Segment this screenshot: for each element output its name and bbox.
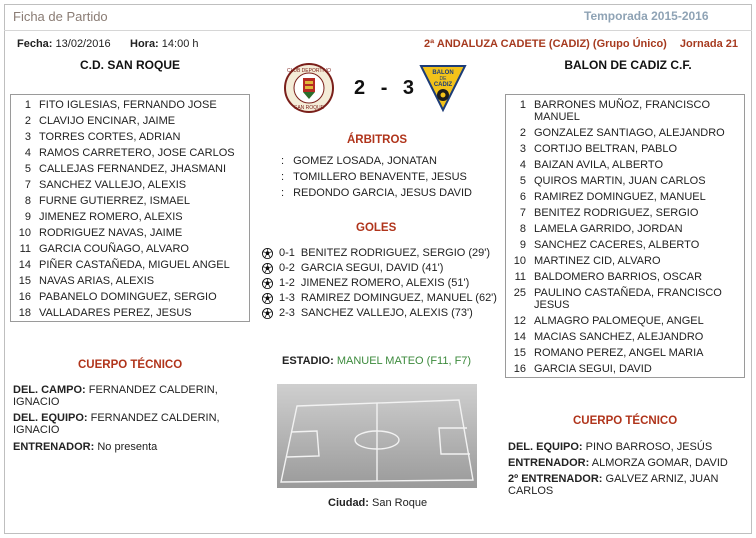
- player-number: 7: [24, 179, 31, 191]
- player-row[interactable]: [506, 315, 736, 327]
- player-name[interactable]: BARRONES MUÑOZ, FRANCISCO MANUEL: [534, 99, 711, 123]
- match-time: [130, 38, 199, 50]
- player-row[interactable]: [11, 99, 241, 111]
- player-row[interactable]: [506, 223, 736, 235]
- player-number: 18: [18, 307, 31, 319]
- goal-row: [262, 277, 469, 289]
- goal-scorer: GARCIA SEGUI, DAVID (41'): [300, 262, 444, 274]
- date-value: 13/02/2016: [55, 38, 111, 50]
- player-name[interactable]: RAMIREZ DOMINGUEZ, MANUEL: [534, 191, 706, 203]
- referee-prefix: :: [281, 187, 285, 199]
- player-row[interactable]: [11, 275, 241, 287]
- referee-name: REDONDO GARCIA, JESUS DAVID: [293, 187, 472, 199]
- time-label: Hora:: [130, 38, 159, 50]
- player-name[interactable]: PABANELO DOMINGUEZ, SERGIO: [39, 291, 217, 303]
- player-number: 11: [19, 243, 31, 255]
- player-row[interactable]: [506, 331, 736, 343]
- soccer-ball-icon: [262, 278, 273, 289]
- player-number: 10: [513, 255, 526, 267]
- soccer-ball-icon: [262, 248, 273, 259]
- player-number: 16: [513, 363, 526, 375]
- referee-row: [281, 155, 437, 167]
- player-number: 11: [514, 271, 526, 283]
- player-row[interactable]: [506, 347, 736, 359]
- player-row[interactable]: [11, 211, 241, 223]
- player-name[interactable]: RODRIGUEZ NAVAS, JAIME: [39, 227, 183, 239]
- venue-line: [282, 355, 471, 367]
- player-number: 2: [24, 115, 31, 127]
- home-lineup: [10, 94, 250, 322]
- player-name[interactable]: BAIZAN AVILA, ALBERTO: [534, 159, 664, 171]
- goal-scorer: SANCHEZ VALLEJO, ALEXIS (73'): [300, 307, 473, 319]
- date-label: Fecha:: [17, 38, 53, 50]
- player-name[interactable]: SANCHEZ CACERES, ALBERTO: [534, 239, 700, 251]
- player-name[interactable]: VALLADARES PEREZ, JESUS: [39, 307, 192, 319]
- player-row[interactable]: [506, 207, 736, 219]
- player-name[interactable]: CORTIJO BELTRAN, PABLO: [534, 143, 678, 155]
- player-row[interactable]: [506, 127, 736, 139]
- player-number: 1: [519, 99, 526, 111]
- round-label[interactable]: Jornada 21: [679, 38, 738, 50]
- player-row[interactable]: [11, 147, 241, 159]
- staff-row: [13, 412, 238, 436]
- player-number: 6: [519, 191, 526, 203]
- player-number: 7: [519, 207, 526, 219]
- player-number: 5: [24, 163, 31, 175]
- player-row[interactable]: [11, 195, 241, 207]
- player-number: 15: [18, 275, 31, 287]
- player-name[interactable]: MARTINEZ CID, ALVARO: [534, 255, 661, 267]
- player-row[interactable]: [11, 227, 241, 239]
- staff-row: [13, 441, 238, 453]
- score-separator: -: [380, 77, 389, 99]
- staff-name[interactable]: PINO BARROSO, JESÚS: [585, 441, 713, 453]
- player-name[interactable]: BENITEZ RODRIGUEZ, SERGIO: [534, 207, 699, 219]
- goal-row: [262, 307, 473, 319]
- player-number: 12: [513, 315, 526, 327]
- player-name[interactable]: BALDOMERO BARRIOS, OSCAR: [534, 271, 703, 283]
- away-staff-title: CUERPO TÉCNICO: [573, 415, 678, 427]
- staff-role: DEL. EQUIPO:: [13, 412, 88, 424]
- player-row[interactable]: [11, 115, 241, 127]
- staff-role: 2º ENTRENADOR:: [508, 473, 603, 485]
- city-line: [328, 497, 427, 509]
- player-number: 8: [24, 195, 31, 207]
- player-number: 3: [24, 131, 31, 143]
- player-row[interactable]: [11, 179, 241, 191]
- referee-prefix: :: [281, 155, 285, 167]
- referee-prefix: :: [281, 171, 285, 183]
- player-name[interactable]: QUIROS MARTIN, JUAN CARLOS: [534, 175, 706, 187]
- home-score: 2: [354, 77, 367, 99]
- player-number: 5: [519, 175, 526, 187]
- staff-role: DEL. EQUIPO:: [508, 441, 583, 453]
- player-name[interactable]: FURNE GUTIERREZ, ISMAEL: [39, 195, 190, 207]
- home-team-name[interactable]: C.D. SAN ROQUE: [79, 58, 180, 72]
- staff-name[interactable]: FERNANDEZ CALDERIN, IGNACIO: [13, 384, 218, 408]
- player-row[interactable]: [11, 307, 241, 319]
- goal-score: 0-1: [279, 247, 295, 259]
- player-row[interactable]: [506, 191, 736, 203]
- player-number: 9: [519, 239, 526, 251]
- player-number: 14: [513, 331, 526, 343]
- goal-score: 2-3: [279, 307, 295, 319]
- svg-text:BALON: BALON: [432, 70, 454, 76]
- player-name[interactable]: NAVAS ARIAS, ALEXIS: [39, 275, 155, 287]
- player-number: 10: [18, 227, 31, 239]
- svg-text:SAN ROQUE: SAN ROQUE: [293, 105, 325, 111]
- match-date: [17, 38, 111, 50]
- season-label: Temporada 2015-2016: [584, 9, 709, 23]
- staff-name[interactable]: FERNANDEZ CALDERIN, IGNACIO: [13, 412, 220, 436]
- away-score: 3: [402, 77, 416, 99]
- staff-name[interactable]: No presenta: [97, 441, 158, 453]
- player-row[interactable]: [11, 163, 241, 175]
- player-number: 25: [513, 287, 526, 299]
- soccer-ball-icon: [262, 263, 273, 274]
- away-crest-icon: [418, 63, 468, 113]
- player-row[interactable]: [506, 159, 736, 171]
- soccer-ball-icon: [262, 293, 273, 304]
- away-team-name[interactable]: BALON DE CADIZ C.F.: [564, 58, 692, 72]
- goal-scorer: BENITEZ RODRIGUEZ, SERGIO (29'): [300, 247, 491, 259]
- city-name: San Roque: [372, 497, 428, 509]
- match-score: [354, 77, 415, 100]
- svg-text:CLUB DEPORTIVO: CLUB DEPORTIVO: [286, 68, 332, 74]
- player-row[interactable]: [11, 243, 241, 255]
- player-name[interactable]: PIÑER CASTAÑEDA, MIGUEL ANGEL: [39, 259, 230, 271]
- player-name[interactable]: GARCIA COUÑAGO, ALVARO: [39, 243, 189, 255]
- goal-row: [262, 292, 497, 304]
- home-crest-icon: [284, 63, 334, 113]
- player-row[interactable]: [506, 99, 736, 123]
- page-title: Ficha de Partido: [13, 9, 108, 24]
- player-name[interactable]: RAMOS CARRETERO, JOSE CARLOS: [39, 147, 235, 159]
- staff-role: ENTRENADOR:: [508, 457, 590, 469]
- player-row[interactable]: [11, 131, 241, 143]
- player-name[interactable]: LAMELA GARRIDO, JORDAN: [534, 223, 683, 235]
- referees-title: ÁRBITROS: [347, 134, 408, 146]
- player-name[interactable]: GARCIA SEGUI, DAVID: [534, 363, 652, 375]
- player-number: 14: [18, 259, 31, 271]
- player-name[interactable]: FITO IGLESIAS, FERNANDO JOSE: [39, 99, 217, 111]
- football-pitch-image: [277, 384, 477, 488]
- player-number: 9: [24, 211, 31, 223]
- svg-text:CADIZ: CADIZ: [433, 82, 453, 88]
- player-name[interactable]: ROMANO PEREZ, ANGEL MARIA: [534, 347, 704, 359]
- referee-name: GOMEZ LOSADA, JONATAN: [293, 155, 437, 167]
- svg-text:DE: DE: [439, 76, 447, 82]
- player-row[interactable]: [506, 175, 736, 187]
- goal-row: [262, 262, 443, 274]
- competition-name[interactable]: 2ª ANDALUZA CADETE (CADIZ) (Grupo Único): [424, 38, 667, 50]
- competition-info: [424, 38, 738, 50]
- staff-role: ENTRENADOR:: [13, 441, 95, 453]
- player-row[interactable]: [506, 255, 736, 267]
- staff-name[interactable]: ALMORZA GOMAR, DAVID: [591, 457, 728, 469]
- goals-title: GOLES: [356, 222, 397, 234]
- goal-scorer: JIMENEZ ROMERO, ALEXIS (51'): [300, 277, 470, 289]
- player-name[interactable]: MACIAS SANCHEZ, ALEJANDRO: [534, 331, 704, 343]
- goal-score: 1-2: [279, 277, 295, 289]
- goal-score: 0-2: [279, 262, 295, 274]
- player-row[interactable]: [11, 259, 241, 271]
- referee-row: [281, 187, 472, 199]
- home-staff-title: CUERPO TÉCNICO: [78, 359, 183, 371]
- player-number: 15: [513, 347, 526, 359]
- player-number: 16: [18, 291, 31, 303]
- player-row[interactable]: [506, 143, 736, 155]
- player-name[interactable]: TORRES CORTES, ADRIAN: [39, 131, 181, 143]
- referee-row: [281, 171, 467, 183]
- staff-row: [508, 457, 733, 469]
- city-label: Ciudad:: [328, 497, 369, 509]
- player-name[interactable]: CLAVIJO ENCINAR, JAIME: [39, 115, 176, 127]
- player-name[interactable]: SANCHEZ VALLEJO, ALEXIS: [39, 179, 187, 191]
- player-row[interactable]: [506, 271, 736, 283]
- venue-name[interactable]: MANUEL MATEO (F11, F7): [336, 355, 472, 367]
- player-number: 4: [24, 147, 31, 159]
- goal-scorer: RAMIREZ DOMINGUEZ, MANUEL (62'): [300, 292, 497, 304]
- player-name[interactable]: JIMENEZ ROMERO, ALEXIS: [39, 211, 183, 223]
- player-number: 4: [519, 159, 526, 171]
- player-name[interactable]: PAULINO CASTAÑEDA, FRANCISCO JESUS: [534, 287, 722, 311]
- player-name[interactable]: CALLEJAS FERNANDEZ, JHASMANI: [39, 163, 227, 175]
- referee-name: TOMILLERO BENAVENTE, JESUS: [293, 171, 467, 183]
- player-number: 1: [24, 99, 31, 111]
- player-number: 2: [519, 127, 526, 139]
- player-row[interactable]: [506, 239, 736, 251]
- player-row[interactable]: [11, 291, 241, 303]
- staff-row: [13, 384, 238, 408]
- away-lineup: [505, 94, 745, 378]
- soccer-ball-icon: [262, 308, 273, 319]
- staff-name[interactable]: GALVEZ ARNIZ, JUAN CARLOS: [508, 473, 719, 497]
- goal-score: 1-3: [279, 292, 295, 304]
- staff-row: [508, 441, 733, 453]
- header-divider: [4, 30, 752, 31]
- player-number: 3: [519, 143, 526, 155]
- player-name[interactable]: GONZALEZ SANTIAGO, ALEJANDRO: [534, 127, 725, 139]
- venue-label: ESTADIO:: [282, 355, 334, 367]
- goal-row: [262, 247, 490, 259]
- player-row[interactable]: [506, 363, 736, 375]
- player-number: 8: [519, 223, 526, 235]
- time-value: 14:00 h: [161, 38, 199, 50]
- player-name[interactable]: ALMAGRO PALOMEQUE, ANGEL: [534, 315, 704, 327]
- staff-row: [508, 473, 733, 497]
- player-row[interactable]: [506, 287, 736, 311]
- staff-role: DEL. CAMPO:: [13, 384, 86, 396]
